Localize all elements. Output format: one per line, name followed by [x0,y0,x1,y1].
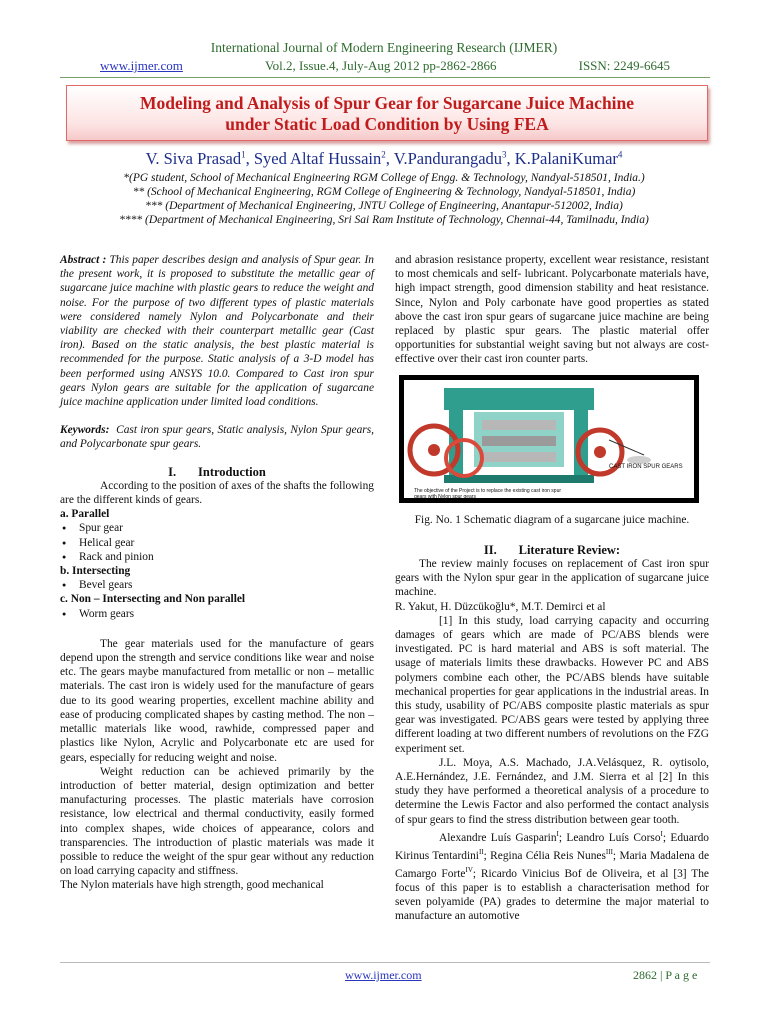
author-1: V. Siva Prasad [145,149,242,168]
category-intersecting: b. Intersecting [60,565,131,578]
volume-info: Vol.2, Issue.4, July-Aug 2012 pp-2862-2866 [264,58,497,73]
keywords-text: Cast iron spur gears, Static analysis, Nylon Spur gears, and Polycarbonate spur gears. [60,424,374,451]
affiliation-2: ** (School of Mechanical Engineering, RGM College of Engineering & Technology, Nandyal-518501, India) [132,186,636,198]
author-3: V.Pandurangadu [393,149,503,168]
issn: ISSN: 2249-6645 [578,58,670,73]
author-2: Syed Altaf Hussain [253,149,382,168]
list-intersecting [60,578,374,592]
paper-title [66,85,708,141]
journal-name: International Journal of Modern Engineering Research (IJMER) [210,40,558,55]
header-url-link[interactable]: www.ijmer.com [100,58,183,73]
figure-note: The objective of the Project is to replace the existing cast iron spur gears with Nylon spur gears [414,487,562,500]
category-non-intersecting: c. Non – Intersecting and Non parallel [60,593,246,606]
figure-caption: Fig. No. 1 Schematic diagram of a sugarcane juice machine. [414,513,690,526]
literature-lead: The review mainly focuses on replacement of Cast iron spur gears with the Nylon spur gear in the application of sugarcane juice machine. [395,558,709,599]
figure-label: CAST IRON SPUR GEARS [609,463,683,470]
list-item: ● Bevel gears [60,578,374,592]
category-parallel: a. Parallel [60,508,110,521]
right-column [395,253,709,924]
page-number: 2862 | P a g e [633,968,698,982]
affiliation-3: *** (Department of Mechanical Engineering, JNTU College of Engineering, Anantapur-512002, India) [145,200,623,212]
intro-heading: I. Introduction [168,464,266,479]
title-line-2: under Static Load Condition by Using FEA [225,114,549,134]
abstract [60,253,374,409]
header-meta [100,58,670,74]
title-line-1: Modeling and Analysis of Spur Gear for Sugarcane Juice Machine [139,93,635,113]
keywords [60,423,374,451]
affiliation-4: **** (Department of Mechanical Engineering, Sri Sai Ram Institute of Technology, Chennai-44, Tamilnadu, India) [119,214,649,226]
keywords-label: Keywords: [60,424,110,437]
list-item: ● Rack and pinion [60,550,374,564]
intro-lead: According to the position of axes of the shafts the following are the different kinds of gears. [60,479,374,507]
ref3-text: Alexandre Luís Gasparin$^I$; Leandro Luís Corso$^I$; Eduardo Kirinus Tentardini$^{II}$; Regina Célia Reis Nunes$^{III}$; Maria Madalena de Camargo Forte$^{IV}$; Ricardo Vinicius Bof de Oliveira, et al [3] The focus of this paper is to establish a characterisation method for seven polyamide (PA) grades to determine the major material to manufacture an automotive [395,829,710,923]
author-list: V. Siva Prasad$^1$, Syed Altaf Hussain$^2$, V.Pandurangadu$^3$, K.PalaniKumar$^4$ [145,149,623,168]
intro-paragraph-3: The Nylon materials have high strength, good mechanical [60,879,324,892]
abstract-text: This paper describes design and analysis of Spur gear. In the present work, it is proposed to substitute the metallic gear of sugarcane juice machine with plastic gears to reduce the weight and noise. For the purpose of two different types of plastic materials were considered namely Nylon and Polycarbonate and their viability are checked with their counterpart metallic gear (Cast iron). Based on the static analysis, the best plastic material is recommended for the purpose. Static analysis of a 3-D model has been performed using ANSYS 10.0. Compared to Cast iron spur gears Nylon gears are suitable for the application of sugarcane juice machine application under limited load conditions. [60,254,374,409]
footer-url-link[interactable]: www.ijmer.com [345,968,422,982]
ref2-text: J.L. Moya, A.S. Machado, J.A.Velásquez, R. oytisolo, A.E.Hernández, J.E. Fernández, and J.M. Sierra et al [2] In this study they have performed a theoretical analysis of a procedure to determine the Lewis Factor and also performed the contact analysis of spur gears to find the stress distribution between gear tooth. [395,756,709,826]
abstract-label: Abstract : [60,254,107,266]
list-item: ● Worm gears [60,607,374,621]
right-paragraph-top: and abrasion resistance property, excellent wear resistance, resistant to most chemicals and self- lubricant. Polycarbonate materials have, high impact strength, good dimension stability and heat resistance. Since, Nylon and Poly carbonate have good properties as stated above the cast iron spur gears of sugarcane juice machine are being replaced by plastic spur gears. The plastic material offer opportunities for substantial weight saving but not always are cost-effective over their cast iron counter parts. [395,254,709,366]
header-divider [60,77,710,78]
intro-paragraph-2: Weight reduction can be achieved primarily by the introduction of better material, design optimization and better manufacturing processes. The plastic materials have corrosion resistance, low electrical and thermal conductivity, easily formed into complex shapes, wide choices of appearance, colors and transparencies. The introduction of plastic materials was made it possible to reduce the weight of the spur gear without any reduction on load carrying capacity and stiffness. [60,765,374,878]
affiliation-1: *(PG student, School of Mechanical Engineering RGM College of Engg. & Technology, Nandyal-518501, India.) [123,172,645,184]
intro-paragraph-1: The gear materials used for the manufacture of gears depend upon the strength and service conditions like wear and noise etc. The gears maybe manufactured from metallic or non – metallic materials. The cast iron is widely used for the manufacture of gears due to its good wearing properties, excellent machine ability and ease of producing complicated shapes by casting method. The non – metallic materials like wood, rawhide, compressed paper and plastics like Nylon, Acrylic and Polycarbonate etc are used for gears, especially for reducing weight and noise. [60,637,374,764]
list-non-intersecting [60,607,374,621]
juice-machine-illustration [404,380,694,498]
literature-heading: II. Literature Review: [483,542,621,557]
left-column [60,253,374,893]
juice-machine-figure [399,375,699,503]
list-parallel [60,521,374,564]
list-item: ● Helical gear [60,536,374,550]
footer-divider [60,962,710,963]
list-item: ● Spur gear [60,521,374,535]
ref1-text: [1] In this study, load carrying capacity and occurring damages of gears which are made of PC/ABS blends were investigated. PC is hard material and ABS is soft material. The usage of materials limits these drawbacks. However PC and ABS polymers combine each other, the PC/ABS blends have suitable mechanical properties for gear applications in the industrial areas. In this study, usability of PC/ABS composite plastic materials as spur gear was investigated. PC/ABS gears were tested by applying three different loading at two different numbers of revolutions on the FZG experiment set. [395,614,709,755]
ref1-authors: R. Yakut, H. Düzcükoğlu*, M.T. Demirci et al [395,600,606,613]
author-4: K.PalaniKumar [514,149,618,168]
